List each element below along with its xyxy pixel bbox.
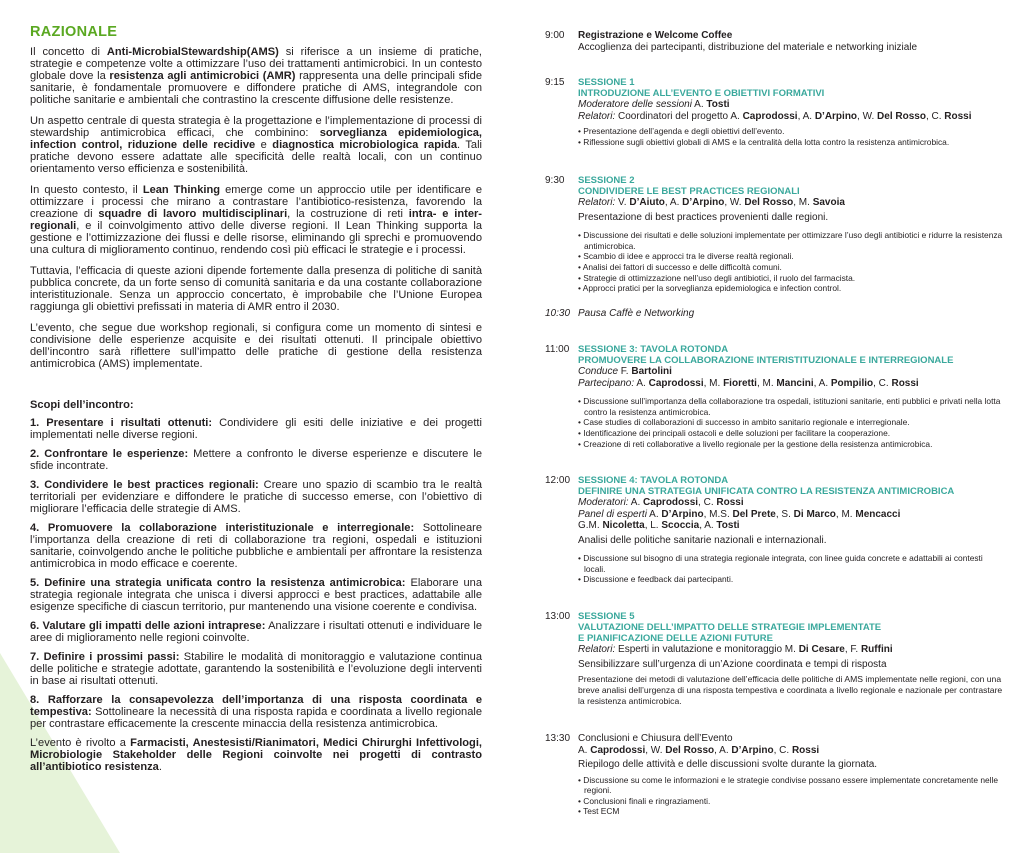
session-bullets bbox=[578, 230, 1005, 294]
objective-item: 3. Condividere le best practices regionali: Creare uno spazio di scambio tra le realtà territoriali per evidenziare e diffondere le pratiche di successo emerse, con l’obiettivo di migliorare l’efficacia delle strategie di AMS. bbox=[30, 479, 482, 515]
objective-item: 8. Rafforzare la consapevolezza dell’importanza di una risposta coordinata e tempestiva: Sottolineare la necessità di una risposta rapida e coordinata a livello regionale per contrastare efficacemente la crescente minaccia della resistenza antimicrobica. bbox=[30, 694, 482, 730]
agenda-time: 9:30 bbox=[545, 175, 565, 187]
session-speakers: Relatori: Esperti in valutazione e monitoraggio M. Di Cesare, F. Ruffini bbox=[578, 644, 893, 655]
list-item: • Discussione sull’importanza della collaborazione tra ospedali, istituzioni sanitarie, enti pubblici e privati nella lotta contro la resistenza antimicrobica. bbox=[578, 396, 1005, 417]
list-item: • Case studies di collaborazioni di successo in ambito sanitario regionale e interregionale. bbox=[578, 417, 1005, 428]
closing-title: Conclusioni e Chiusura dell’Evento bbox=[578, 733, 733, 744]
list-item: • Discussione dei risultati e delle soluzioni implementate per ottimizzare l’uso degli antibiotici e ridurre la resistenza antimicrobica. bbox=[578, 230, 1005, 251]
agenda-item-welcome bbox=[545, 30, 1005, 53]
list-item: • Presentazione dell’agenda e degli obiettivi dell’evento. bbox=[578, 126, 1005, 137]
agenda-item-closing bbox=[545, 733, 1005, 817]
session-title-line-2: E PIANIFICAZIONE DELLE AZIONI FUTURE bbox=[578, 633, 773, 644]
session-bullets bbox=[578, 553, 1005, 585]
agenda-item-session-3 bbox=[545, 344, 1005, 449]
rationale-paragraph-4: Tuttavia, l’efficacia di queste azioni dipende fortemente dalla presenza di politiche di sanità pubblica concrete, da un forte senso di comunità sanitaria e da una costante collaborazione interistituzionale. Senza un approccio concertato, è improbabile che l’Unione Europea raggiunga gli obiettivi prefissati in materia di AMR entro il 2030. bbox=[30, 265, 482, 313]
session-title: CONDIVIDERE LE BEST PRACTICES REGIONALI bbox=[578, 186, 800, 198]
session-bullets bbox=[578, 396, 1005, 449]
session-panel-continued: G.M. Nicoletta, L. Scoccia, A. Tosti bbox=[578, 520, 740, 532]
session-host: Conduce F. Bartolini bbox=[578, 366, 672, 378]
session-description: Presentazione di best practices provenienti dalle regioni. bbox=[578, 211, 829, 223]
objective-item: 6. Valutare gli impatti delle azioni intraprese: Analizzare i risultati ottenuti e individuare le aree di miglioramento nelle regioni coinvolte. bbox=[30, 620, 482, 644]
session-title: INTRODUZIONE ALL’EVENTO E OBIETTIVI FORMATIVI bbox=[578, 88, 825, 99]
rationale-paragraph-5: L’evento, che segue due workshop regionali, si configura come un momento di sintesi e condivisione delle esperienze acquisite e dei risultati ottenuti. Il principale obiettivo dell’incontro sarà riflettere sull’impatto delle pratiche di gestione della resistenza antimicrobica (AMS) implementate. bbox=[30, 322, 482, 370]
agenda-time: 11:00 bbox=[545, 344, 570, 356]
agenda-item-session-5 bbox=[545, 611, 1005, 707]
list-item: • Approcci pratici per la sorveglianza epidemiologica e infection control. bbox=[578, 283, 1005, 294]
session-label: SESSIONE 1 bbox=[578, 77, 635, 88]
session-paragraph: Presentazione dei metodi di valutazione dell’efficacia delle politiche di AMS implementate nelle regioni, con una breve analisi dell’urgenza di una risposta tempestiva e coordinata a livello regionale e nazionale per contrastare la resistenza antimicrobica. bbox=[578, 674, 1003, 706]
agenda-item-pause bbox=[545, 308, 1005, 320]
agenda-time: 9:15 bbox=[545, 77, 565, 88]
agenda-time: 13:00 bbox=[545, 611, 571, 622]
session-speakers: Relatori: Coordinatori del progetto A. Caprodossi, A. D’Arpino, W. Del Rosso, C. Rossi bbox=[578, 110, 972, 122]
agenda-description: Accoglienza dei partecipanti, distribuzione del materiale e networking iniziale bbox=[578, 41, 918, 53]
agenda-time: 12:00 bbox=[545, 475, 571, 487]
agenda-item-session-2 bbox=[545, 175, 1005, 294]
list-item: • Identificazione dei principali ostacoli e delle soluzioni per facilitare la cooperazione. bbox=[578, 428, 1005, 439]
session-title: PROMUOVERE LA COLLABORAZIONE INTERISTITUZIONALE E INTERREGIONALE bbox=[578, 355, 954, 367]
rationale-paragraph-2: Un aspetto centrale di questa strategia è la progettazione e l’implementazione di processi di stewardship antimicrobica efficaci, che combinino: sorveglianza epidemiologica, infection control, riduzione delle recidive e diagnostica microbiologica rapida. Tali pratiche devono essere adattate alle specificità delle realtà locali, con un continuo orientamento verso efficienza e sostenibilità. bbox=[30, 115, 483, 175]
session-description: Analisi delle politiche sanitarie nazionali e internazionali. bbox=[578, 534, 827, 546]
session-title: VALUTAZIONE DELL’IMPATTO DELLE STRATEGIE IMPLEMENTATE bbox=[578, 622, 882, 633]
session-panel: Panel di esperti A. D’Arpino, M.S. Del Prete, S. Di Marco, M. Mencacci bbox=[578, 508, 901, 520]
session-title: DEFINIRE UNA STRATEGIA UNIFICATA CONTRO LA RESISTENZA ANTIMICROBICA bbox=[578, 486, 955, 498]
objectives-heading: Scopi dell’incontro: bbox=[30, 399, 134, 411]
program-column bbox=[545, 30, 1005, 817]
objective-item: 7. Definire i prossimi passi: Stabilire le modalità di monitoraggio e valutazione continua delle politiche e strategie adottate, garantendo la sostenibilità e l’evoluzione degli interventi in base ai risultati ottenuti. bbox=[30, 651, 482, 687]
agenda-item-session-1 bbox=[545, 77, 1005, 147]
objective-item: 5. Definire una strategia unificata contro la resistenza antimicrobica: Elaborare una strategia regionale integrata che unisca i diversi approcci e best practices, adattabile alle esigenze specifiche di ciascun territorio, pur mantenendo una visione coerente e condivisa. bbox=[30, 577, 482, 613]
session-speakers: Relatori: V. D’Aiuto, A. D’Arpino, W. Del Rosso, M. Savoia bbox=[578, 197, 845, 209]
list-item: • Discussione e feedback dai partecipanti. bbox=[578, 574, 1005, 585]
objective-item: 2. Confrontare le esperienze: Mettere a confronto le diverse esperienze e discutere le sfide incontrate. bbox=[30, 448, 482, 472]
session-label: SESSIONE 4: TAVOLA ROTONDA bbox=[578, 475, 729, 487]
session-moderator: Moderatore delle sessioni A. Tosti bbox=[578, 99, 730, 110]
objective-item: 1. Presentare i risultati ottenuti: Condividere gli esiti delle iniziative e dei progetti implementati nelle diverse regioni. bbox=[30, 417, 482, 441]
list-item: • Discussione su come le informazioni e le strategie condivise possano essere implementate concretamente nelle regioni. bbox=[578, 775, 1005, 796]
list-item: • Test ECM bbox=[578, 806, 1005, 817]
session-description: Sensibilizzare sull’urgenza di un’Azione coordinata e tempi di risposta bbox=[578, 658, 887, 670]
session-label: SESSIONE 2 bbox=[578, 175, 635, 187]
rationale-title: RAZIONALE bbox=[30, 24, 118, 40]
session-participants: Partecipano: A. Caprodossi, M. Fioretti, M. Mancini, A. Pompilio, C. Rossi bbox=[578, 377, 919, 389]
list-item: • Creazione di reti collaborative a livello regionale per la gestione della resistenza antimicrobica. bbox=[578, 439, 1005, 450]
agenda-time: 9:00 bbox=[545, 30, 565, 41]
list-item: • Discussione sul bisogno di una strategia regionale integrata, con linee guida concrete e adattabili ai contesti locali. bbox=[578, 553, 1005, 574]
closing-description: Riepilogo delle attività e delle discussioni svolte durante la giornata. bbox=[578, 759, 878, 770]
agenda-item-session-4 bbox=[545, 475, 1005, 585]
rationale-paragraph-3: In questo contesto, il Lean Thinking emerge come un approccio utile per identificare e ottimizzare i processi che mirano a contrastare l’antibiotico-resistenza, favorendo la creazione di squadre di lavoro multidisciplinari, la costruzione di reti intra- e inter-regionali, e il coinvolgimento attivo delle diverse regioni. Il Lean Thinking supporta la gestione e l’ottimizzazione dei flussi e delle risorse, eliminando gli sprechi e promuovendo una cultura di miglioramento continuo, rendendo così più efficaci le strategie e i processi. bbox=[30, 184, 482, 256]
list-item: • Scambio di idee e approcci tra le diverse realtà regionali. bbox=[578, 251, 1005, 262]
objective-item: 4. Promuovere la collaborazione interistituzionale e interregionale: Sottolineare l’importanza della creazione di reti di collaborazione tra regioni, ospedali e istituzioni sanitarie, coinvolgendo anche le politiche pubbliche e ambientali per affrontare la resistenza antimicrobica in modo efficace e coerente. bbox=[30, 522, 482, 570]
agenda-time: 10:30 bbox=[545, 307, 571, 319]
session-label: SESSIONE 5 bbox=[578, 611, 635, 622]
list-item: • Conclusioni finali e ringraziamenti. bbox=[578, 796, 1005, 807]
closing-bullets bbox=[578, 775, 1005, 817]
session-bullets bbox=[578, 126, 1005, 147]
agenda-title: Registrazione e Welcome Coffee bbox=[578, 30, 733, 41]
agenda-time: 13:30 bbox=[545, 733, 571, 744]
pause-text: Pausa Caffè e Networking bbox=[578, 307, 695, 319]
rationale-column bbox=[30, 26, 482, 780]
session-label: SESSIONE 3: TAVOLA ROTONDA bbox=[578, 344, 729, 356]
list-item: • Analisi dei fattori di successo e delle difficoltà comuni. bbox=[578, 262, 1005, 273]
session-moderators: Moderatori: A. Caprodossi, C. Rossi bbox=[578, 497, 744, 509]
closing-names: A. Caprodossi, W. Del Rosso, A. D’Arpino, C. Rossi bbox=[578, 744, 820, 756]
list-item: • Riflessione sugli obiettivi globali di AMS e la centralità della lotta contro la resistenza antimicrobica. bbox=[578, 137, 1005, 148]
list-item: • Strategie di ottimizzazione nell’uso degli antibiotici, il ruolo del farmacista. bbox=[578, 273, 1005, 284]
audience-paragraph: L’evento è rivolto a Farmacisti, Anestesisti/Rianimatori, Medici Chirurghi Infettivologi, Microbiologie Stakeholder delle Regioni coinvolte nei progetti di contrasto all’antibiotico resistenza. bbox=[30, 737, 482, 773]
rationale-paragraph-1: Il concetto di Anti-MicrobialStewardship(AMS) si riferisce a un insieme di pratiche, strategie e competenze volte a ottimizzare l’uso dei trattamenti antimicrobici. In un contesto globale dove la resistenza agli antimicrobici (AMR) rappresenta una delle principali sfide sanitarie, è fondamentale promuovere e diffondere pratiche di AMS, integrandole con politiche sanitarie e ambientali che contrastino la crescente diffusione delle resistenze. bbox=[30, 46, 483, 106]
